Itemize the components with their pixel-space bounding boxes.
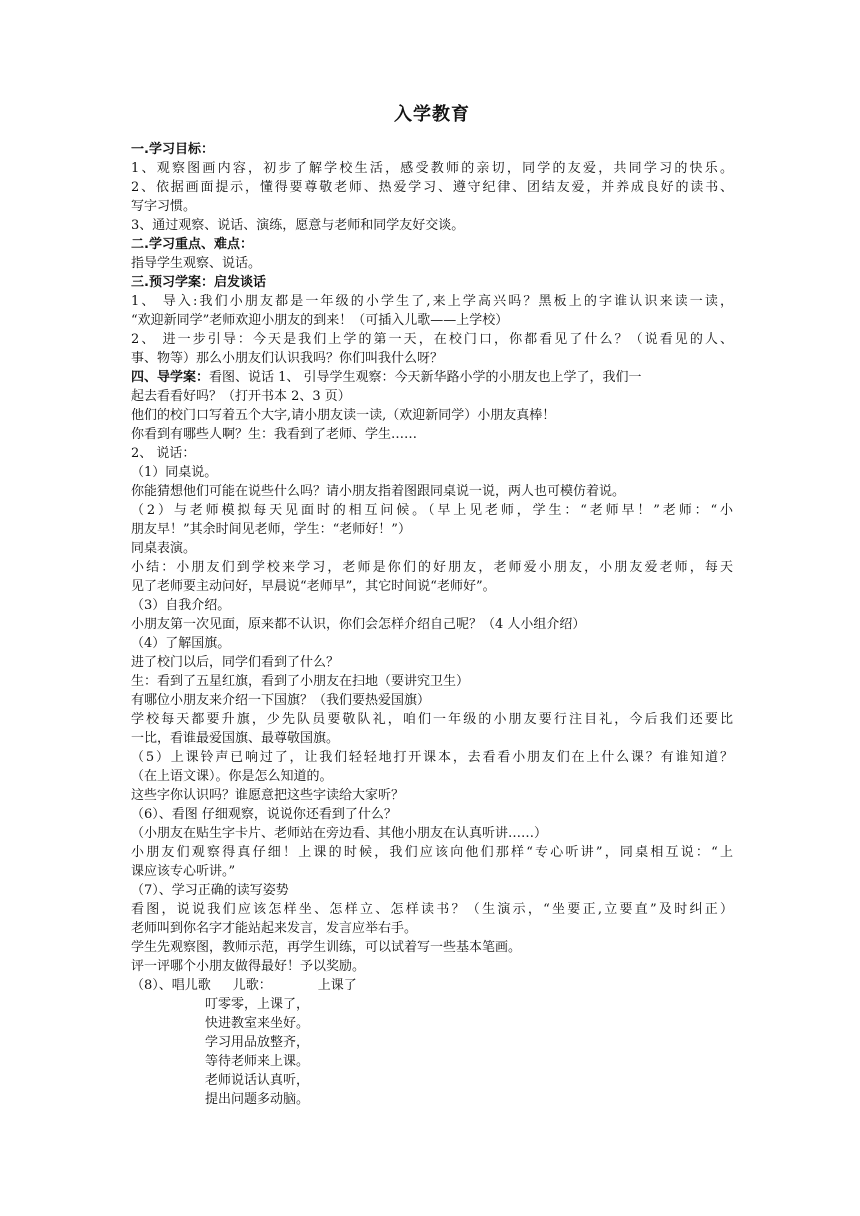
paragraph-line: 这些字你认识吗？谁愿意把这些字读给大家听？ xyxy=(131,788,405,803)
paragraph-line: （6）、看图 仔细观察，说说你还看到了什么？ xyxy=(131,807,397,822)
paragraph-line: （1）同桌说。 xyxy=(131,465,218,480)
paragraph-line: 写字习惯。 xyxy=(131,199,197,214)
paragraph-line: 2、 进一步引导：今天是我们上学的第一天，在校门口，你都看见了什么？（说看见的人、 xyxy=(131,332,733,347)
paragraph-line: “欢迎新同学”老师欢迎小朋友的到来！（可插入儿歌——上学校） xyxy=(131,313,509,328)
section-heading-goals: 一.学习目标： xyxy=(131,142,214,157)
paragraph-line: 你看到有哪些人啊？生：我看到了老师、学生…… xyxy=(131,427,418,442)
document-page xyxy=(131,100,733,1109)
paragraph-line: 小朋友们观察得真仔细！上课的时候，我们应该向他们那样“专心听讲”，同桌相互说：“上 xyxy=(131,845,733,860)
paragraph-line: （2）与老师模拟每天见面时的相互问候。（早上见老师，学生：“老师早！”老师：“小 xyxy=(131,503,733,518)
paragraph-line: 课应该专心听讲。” xyxy=(131,864,236,879)
paragraph-line: 小结：小朋友们到学校来学习，老师是你们的好朋友，老师爱小朋友，小朋友爱老师，每天 xyxy=(131,560,733,575)
paragraph-text: 看图、说话 1、 引导学生观察：今天新华路小学的小朋友也上学了，我们一 xyxy=(209,370,642,385)
paragraph-line: 2、 说话： xyxy=(131,446,196,461)
paragraph-line: 见了老师要主动问好，早晨说“老师早”，其它时间说“老师好”。 xyxy=(131,579,496,594)
song-label: 儿歌： xyxy=(232,978,272,993)
song-line: 快进教室来坐好。 xyxy=(205,1016,310,1031)
paragraph-line: 1、 导入:我们小朋友都是一年级的小学生了,来上学高兴吗？黑板上的字谁认识来读一读， xyxy=(131,294,733,309)
song-line: 等待老师来上课。 xyxy=(205,1054,310,1069)
paragraph-line: （4）了解国旗。 xyxy=(131,636,231,651)
section-heading-guide: 四、导学案： xyxy=(131,370,210,385)
paragraph-line: 他们的校门口写着五个大字,请小朋友读一读,（欢迎新同学）小朋友真棒！ xyxy=(131,408,556,423)
paragraph-line: 起去看看好吗？（打开书本 2、3 页） xyxy=(131,389,351,404)
paragraph-line: 一比，看谁最爱国旗、最尊敬国旗。 xyxy=(131,731,340,746)
document-title: 入学教育 xyxy=(394,104,470,125)
paragraph-line: （在上语文课）。你是怎么知道的。 xyxy=(131,769,333,784)
paragraph-line: 学校每天都要升旗，少先队员要敬队礼，咱们一年级的小朋友要行注目礼，今后我们还要比 xyxy=(131,712,733,727)
paragraph-line: 有哪位小朋友来介绍一下国旗？（我们要热爱国旗） xyxy=(131,693,431,708)
paragraph-line: 进了校门以后，同学们看到了什么？ xyxy=(131,655,340,670)
song-title: 上课了 xyxy=(317,978,357,993)
section-heading-key-points: 二.学习重点、难点： xyxy=(131,237,253,252)
paragraph-line: 同桌表演。 xyxy=(131,541,197,556)
paragraph-line: （5）上课铃声已响过了，让我们轻轻地打开课本，去看看小朋友们在上什么课？有谁知道？ xyxy=(131,750,733,765)
paragraph-line: 朋友早！”其余时间见老师，学生：“老师好！”） xyxy=(131,522,411,537)
paragraph-line: 老师叫到你名字才能站起来发言，发言应举右手。 xyxy=(131,921,418,936)
paragraph-line: 看图，说说我们应该怎样坐、怎样立、怎样读书？（生演示，“坐要正,立要直”及时纠正） xyxy=(131,902,733,917)
paragraph-line: 事、物等）那么小朋友们认识我吗？你们叫我什么呀？ xyxy=(131,351,444,366)
paragraph-line-guide xyxy=(131,368,733,387)
paragraph-line: （3）自我介绍。 xyxy=(131,598,231,613)
paragraph-line: 学生先观察图，教师示范，再学生训练，可以试着写一些基本笔画。 xyxy=(131,940,522,955)
paragraph-line: 指导学生观察、说话。 xyxy=(131,256,262,271)
paragraph-line: 评一评哪个小朋友做得最好！予以奖励。 xyxy=(131,959,366,974)
song-line: 提出问题多动脑。 xyxy=(205,1092,310,1107)
song-line: 学习用品放整齐， xyxy=(205,1035,310,1050)
song-line: 老师说话认真听， xyxy=(205,1073,310,1088)
paragraph-line: 生：看到了五星红旗，看到了小朋友在扫地（要讲究卫生） xyxy=(131,674,470,689)
paragraph-line: 小朋友第一次见面，原来都不认识，你们会怎样介绍自己呢？（4 人小组介绍） xyxy=(131,617,586,632)
paragraph-line: 1、观察图画内容，初步了解学校生活，感受教师的亲切，同学的友爱，共同学习的快乐。 xyxy=(131,161,733,176)
paragraph-line: （7）、学习正确的读写姿势 xyxy=(131,883,289,898)
paragraph-line: 3、通过观察、说话、演练，愿意与老师和同学友好交谈。 xyxy=(131,218,465,233)
paragraph-line: 2、依据画面提示，懂得要尊敬老师、热爱学习、遵守纪律、团结友爱，并养成良好的读书、 xyxy=(131,180,733,195)
section-heading-preview: 三.预习学案：启发谈话 xyxy=(131,275,266,290)
paragraph-line: （小朋友在贴生字卡片、老师站在旁边看、其他小朋友在认真听讲……） xyxy=(131,826,548,841)
song-section-label: （8）、唱儿歌 xyxy=(131,978,211,993)
song-line: 叮零零，上课了， xyxy=(205,997,310,1012)
song-header-line xyxy=(131,976,733,995)
paragraph-line: 你能猜想他们可能在说些什么吗？请小朋友指着图跟同桌说一说，两人也可模仿着说。 xyxy=(131,484,626,499)
